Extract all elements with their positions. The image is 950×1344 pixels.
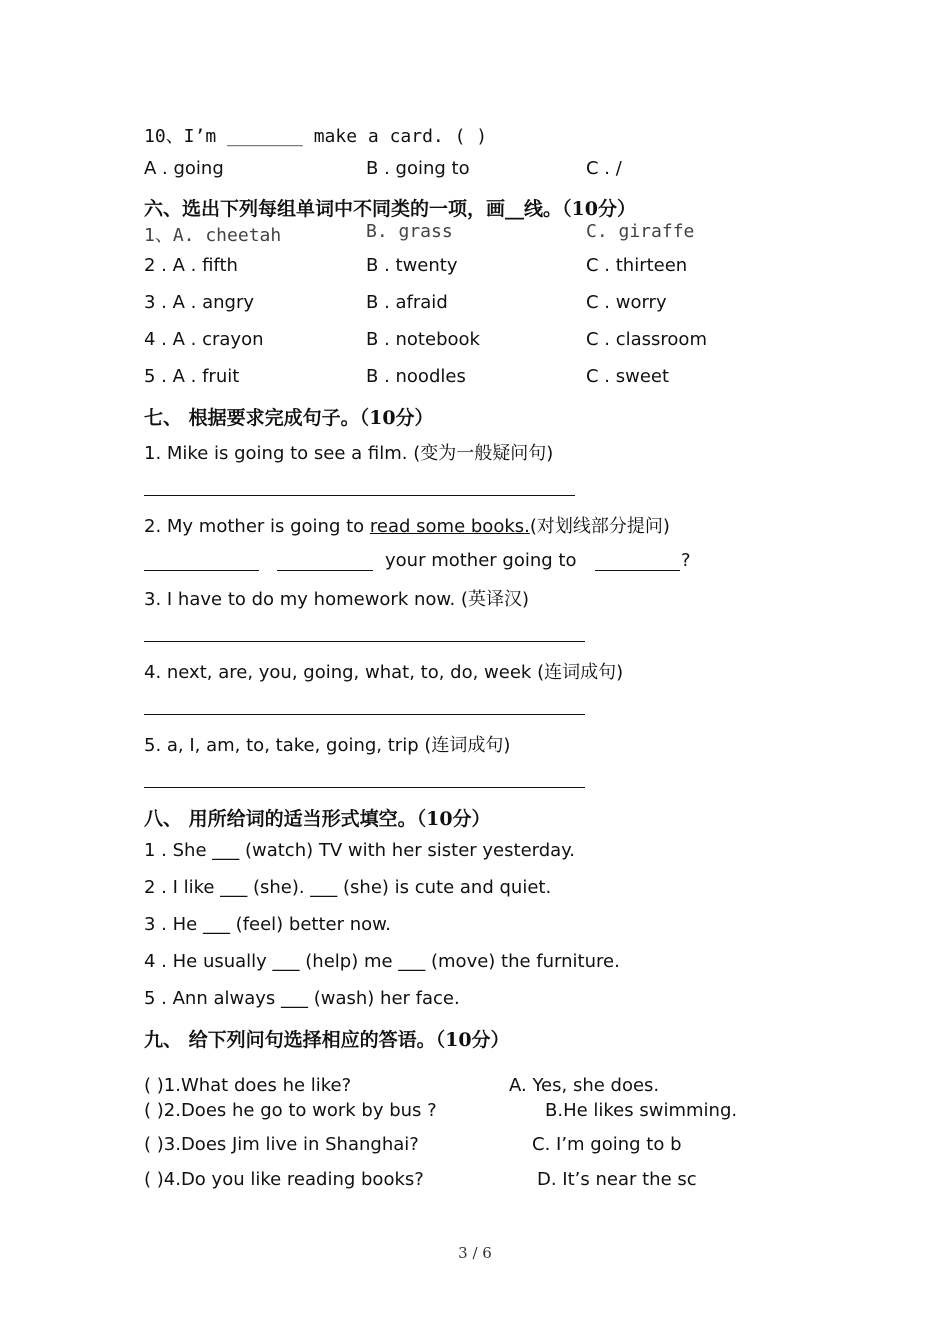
- page-number: 3 / 6: [458, 1244, 492, 1262]
- s6-row1-c: C. giraffe: [586, 221, 695, 242]
- question-10-stem: 10、I’m _______ make a card. ( ): [144, 126, 488, 147]
- section-8-title: 八、 用所给词的适当形式填空。（10分）: [144, 808, 491, 830]
- s9-answer-c: C. I’m going to b: [532, 1134, 682, 1155]
- s7-q2-answer-text: your mother going to: [385, 550, 577, 571]
- s9-question-4: ( )4.Do you like reading books?: [144, 1169, 424, 1190]
- s7-q2-blank-1[interactable]: [144, 570, 259, 571]
- s6-row5-c: C . sweet: [586, 366, 670, 387]
- s9-question-3: ( )3.Does Jim live in Shanghai?: [144, 1134, 419, 1155]
- q10-option-a: A . going: [144, 158, 224, 179]
- s6-row3-a: 3 . A . angry: [144, 292, 255, 313]
- q10-option-b: B . going to: [366, 158, 470, 179]
- s7-q2-blank-3[interactable]: [595, 570, 680, 571]
- s6-row4-b: B . notebook: [366, 329, 480, 350]
- s8-item-2: 2 . I like ___ (she). ___ (she) is cute and quiet.: [144, 877, 552, 898]
- s8-item-4: 4 . He usually ___ (help) me ___ (move) the furniture.: [144, 951, 620, 972]
- s7-question-3: 3. I have to do my homework now. (英译汉): [144, 589, 529, 610]
- s6-row1-b: B. grass: [366, 221, 453, 242]
- s8-item-1: 1 . She ___ (watch) TV with her sister yesterday.: [144, 840, 575, 861]
- s6-row1-a: 1、A. cheetah: [144, 225, 282, 246]
- section-9-title: 九、 给下列问句选择相应的答语。（10分）: [144, 1029, 510, 1051]
- s7-question-4: 4. next, are, you, going, what, to, do, week (连词成句): [144, 662, 624, 683]
- s6-row4-a: 4 . A . crayon: [144, 329, 264, 350]
- s7-question-1: 1. Mike is going to see a film. (变为一般疑问句): [144, 443, 554, 464]
- section-6-title: 六、选出下列每组单词中不同类的一项，画__线。（10分）: [144, 198, 636, 220]
- s7-q2-underlined: read some books.: [369, 516, 530, 537]
- s6-row2-a: 2 . A . fifth: [144, 255, 238, 276]
- s7-q2-blank-2[interactable]: [277, 570, 373, 571]
- s7-q2-prefix: 2. My mother is going to: [144, 516, 370, 537]
- s7-answer-line-3[interactable]: [144, 641, 585, 642]
- s7-answer-line-5[interactable]: [144, 787, 585, 788]
- s7-question-5: 5. a, I, am, to, take, going, trip (连词成句): [144, 735, 511, 756]
- s6-row5-b: B . noodles: [366, 366, 466, 387]
- s9-answer-b: B.He likes swimming.: [545, 1100, 738, 1121]
- s6-row3-b: B . afraid: [366, 292, 448, 313]
- s8-item-5: 5 . Ann always ___ (wash) her face.: [144, 988, 460, 1009]
- s9-answer-d: D. It’s near the sc: [537, 1169, 697, 1190]
- q10-option-c: C . /: [586, 158, 622, 179]
- s6-row2-b: B . twenty: [366, 255, 458, 276]
- s6-row3-c: C . worry: [586, 292, 667, 313]
- s9-answer-a: A. Yes, she does.: [509, 1075, 660, 1096]
- s8-item-3: 3 . He ___ (feel) better now.: [144, 914, 391, 935]
- s7-answer-line-1[interactable]: [144, 495, 575, 496]
- s6-row5-a: 5 . A . fruit: [144, 366, 240, 387]
- s6-row2-c: C . thirteen: [586, 255, 688, 276]
- section-7-title: 七、 根据要求完成句子。（10分）: [144, 407, 434, 429]
- s7-answer-line-4[interactable]: [144, 714, 585, 715]
- s9-question-1: ( )1.What does he like?: [144, 1075, 352, 1096]
- s7-q2-suffix: (对划线部分提问): [529, 516, 670, 537]
- s7-q2-question-mark: ?: [681, 550, 691, 571]
- s6-row4-c: C . classroom: [586, 329, 707, 350]
- s9-question-2: ( )2.Does he go to work by bus ?: [144, 1100, 437, 1121]
- s7-question-2: [144, 512, 670, 538]
